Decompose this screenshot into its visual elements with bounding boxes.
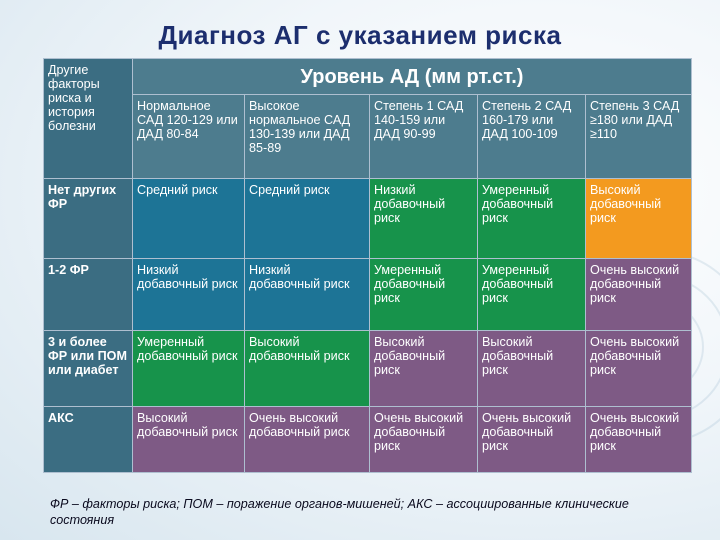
column-header: Степень 3 САД ≥180 или ДАД ≥110 bbox=[586, 95, 692, 179]
risk-cell: Очень высокий добавочный риск bbox=[245, 407, 370, 473]
risk-cell: Умеренный добавочный риск bbox=[478, 259, 586, 331]
risk-cell: Средний риск bbox=[245, 179, 370, 259]
column-header: Степень 2 САД 160-179 или ДАД 100-109 bbox=[478, 95, 586, 179]
column-header: Нормальное САД 120-129 или ДАД 80-84 bbox=[133, 95, 245, 179]
row-label: 3 и более ФР или ПОМ или диабет bbox=[44, 331, 133, 407]
risk-cell: Средний риск bbox=[133, 179, 245, 259]
row-label: Нет других ФР bbox=[44, 179, 133, 259]
risk-cell: Умеренный добавочный риск bbox=[478, 179, 586, 259]
bp-level-header: Уровень АД (мм рт.ст.) bbox=[133, 59, 692, 95]
risk-cell: Очень высокий добавочный риск bbox=[586, 259, 692, 331]
risk-cell: Высокий добавочный риск bbox=[586, 179, 692, 259]
risk-cell: Высокий добавочный риск bbox=[245, 331, 370, 407]
column-header: Высокое нормальное САД 130-139 или ДАД 85-89 bbox=[245, 95, 370, 179]
risk-cell: Очень высокий добавочный риск bbox=[586, 331, 692, 407]
risk-cell: Очень высокий добавочный риск bbox=[586, 407, 692, 473]
risk-cell: Низкий добавочный риск bbox=[133, 259, 245, 331]
risk-cell: Высокий добавочный риск bbox=[370, 331, 478, 407]
row-label: АКС bbox=[44, 407, 133, 473]
footnote: ФР – факторы риска; ПОМ – поражение органов-мишеней; АКС – ассоциированные клинические состояния bbox=[50, 497, 629, 527]
risk-cell: Очень высокий добавочный риск bbox=[370, 407, 478, 473]
row-label: 1-2 ФР bbox=[44, 259, 133, 331]
risk-cell: Низкий добавочный риск bbox=[245, 259, 370, 331]
slide-title: Диагноз АГ с указанием риска bbox=[158, 20, 562, 50]
risk-table bbox=[43, 58, 692, 473]
risk-cell: Умеренный добавочный риск bbox=[133, 331, 245, 407]
risk-cell: Высокий добавочный риск bbox=[133, 407, 245, 473]
risk-cell: Низкий добавочный риск bbox=[370, 179, 478, 259]
risk-cell: Умеренный добавочный риск bbox=[370, 259, 478, 331]
column-header: Степень 1 САД 140-159 или ДАД 90-99 bbox=[370, 95, 478, 179]
risk-cell: Высокий добавочный риск bbox=[478, 331, 586, 407]
risk-cell: Очень высокий добавочный риск bbox=[478, 407, 586, 473]
corner-header: Другие факторы риска и история болезни bbox=[44, 59, 133, 179]
